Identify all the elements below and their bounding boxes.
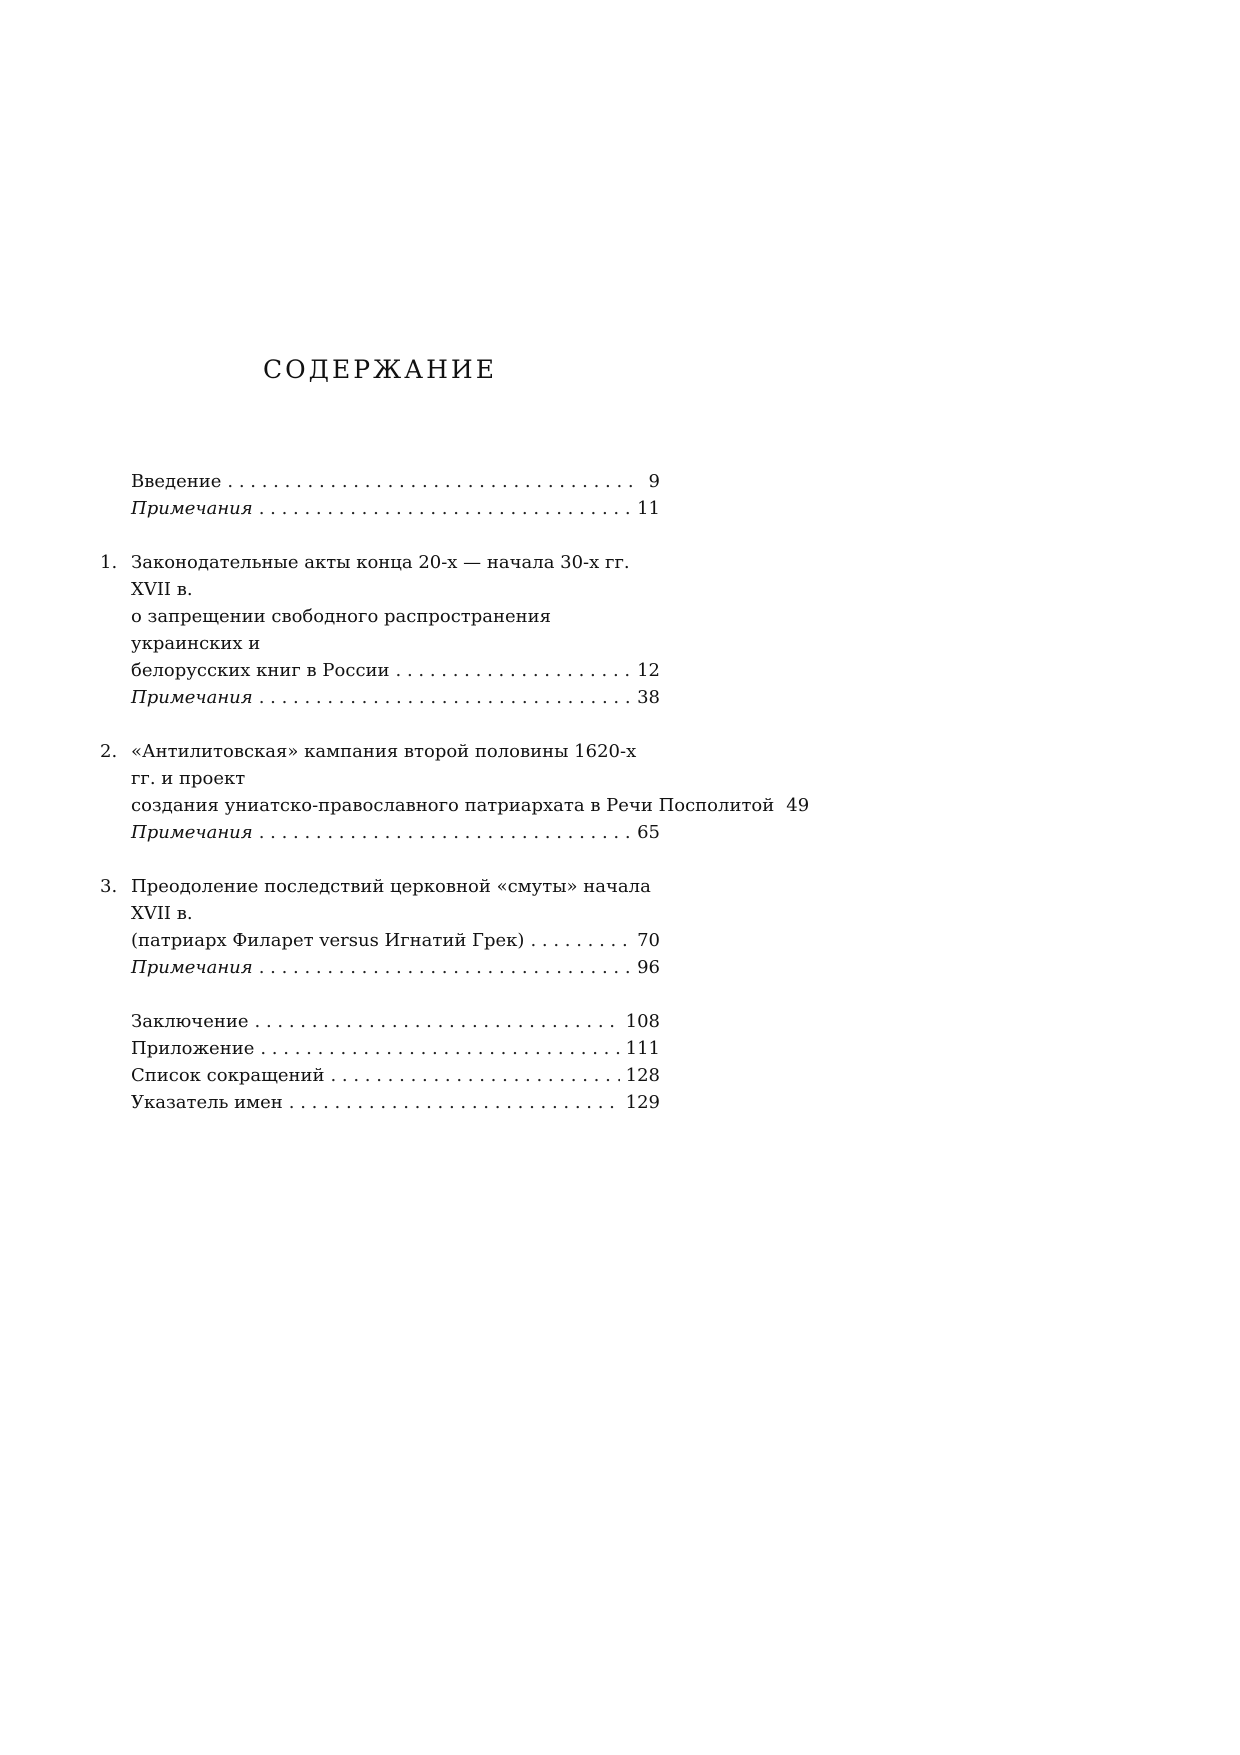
toc-notes-entry[interactable] [131, 684, 660, 711]
toc-entry-abbreviations[interactable] [131, 1062, 660, 1089]
toc-page-number: 38 [637, 687, 660, 708]
toc-entry-intro[interactable] [100, 468, 660, 522]
toc-notes-label: Примечания [131, 687, 253, 708]
toc-page-number: 108 [625, 1011, 660, 1032]
toc-entry-title: Заключение [131, 1011, 249, 1032]
toc-entry-title: Приложение [131, 1038, 255, 1059]
toc-page-number: 96 [637, 957, 660, 978]
toc-notes-label: Примечания [131, 957, 253, 978]
toc-page-number: 129 [625, 1092, 660, 1113]
toc-notes-entry[interactable] [131, 819, 660, 846]
dot-leader [330, 1062, 619, 1089]
dot-leader [260, 1035, 619, 1062]
chapter-title-line: Законодательные акты конца 20-х — начала 30-х гг. XVII в. [131, 552, 630, 600]
dot-leader [255, 1008, 620, 1035]
toc-page-number: 49 [786, 795, 810, 816]
toc-back-matter [100, 1008, 660, 1116]
toc-entry-name-index[interactable] [131, 1089, 660, 1116]
chapter-title-line: белорусских книг в России [131, 660, 390, 681]
chapter-title-line: создания униатско-православного патриархата в Речи Посполитой [131, 795, 775, 816]
chapter-title-line: Преодоление последствий церковной «смуты» начала XVII в. [131, 876, 651, 924]
toc-page-number: 65 [637, 822, 660, 843]
toc-entry-title: Введение [131, 471, 222, 492]
toc-chapter-2[interactable] [100, 738, 810, 846]
dot-leader [227, 468, 636, 495]
toc-entry-appendix[interactable] [131, 1035, 660, 1062]
chapter-title-line: «Антилитовская» кампания второй половины 1620-х гг. и проект [131, 741, 637, 789]
chapter-number: 1. [100, 552, 118, 573]
chapter-title-line: (патриарх Филарет versus Игнатий Грек) [131, 930, 525, 951]
toc-page-number: 11 [637, 498, 660, 519]
dot-leader [396, 657, 632, 684]
toc-page-number: 70 [637, 930, 660, 951]
toc-entry-title: Список сокращений [131, 1065, 325, 1086]
toc-page-number: 128 [625, 1065, 660, 1086]
chapter-number: 2. [100, 741, 118, 762]
dot-leader [259, 819, 631, 846]
toc-entry-conclusion[interactable] [131, 1008, 660, 1035]
dot-leader [530, 927, 631, 954]
dot-leader [259, 495, 631, 522]
chapter-title-line: о запрещении свободного распространения украинских и [131, 606, 551, 654]
dot-leader [259, 954, 631, 981]
toc-notes-entry[interactable] [131, 954, 660, 981]
toc-page-number: 111 [625, 1038, 660, 1059]
toc-notes-label: Примечания [131, 822, 253, 843]
dot-leader [259, 684, 631, 711]
toc-notes-entry[interactable] [131, 495, 660, 522]
table-of-contents [100, 468, 810, 1116]
chapter-number: 3. [100, 876, 118, 897]
toc-chapter-1[interactable] [100, 549, 660, 711]
toc-notes-label: Примечания [131, 498, 253, 519]
toc-page-number: 12 [637, 660, 660, 681]
toc-entry-title: Указатель имен [131, 1092, 283, 1113]
page-title: СОДЕРЖАНИЕ [263, 354, 497, 384]
toc-page-number: 9 [648, 471, 660, 492]
toc-chapter-3[interactable] [100, 873, 660, 981]
dot-leader [289, 1089, 620, 1116]
